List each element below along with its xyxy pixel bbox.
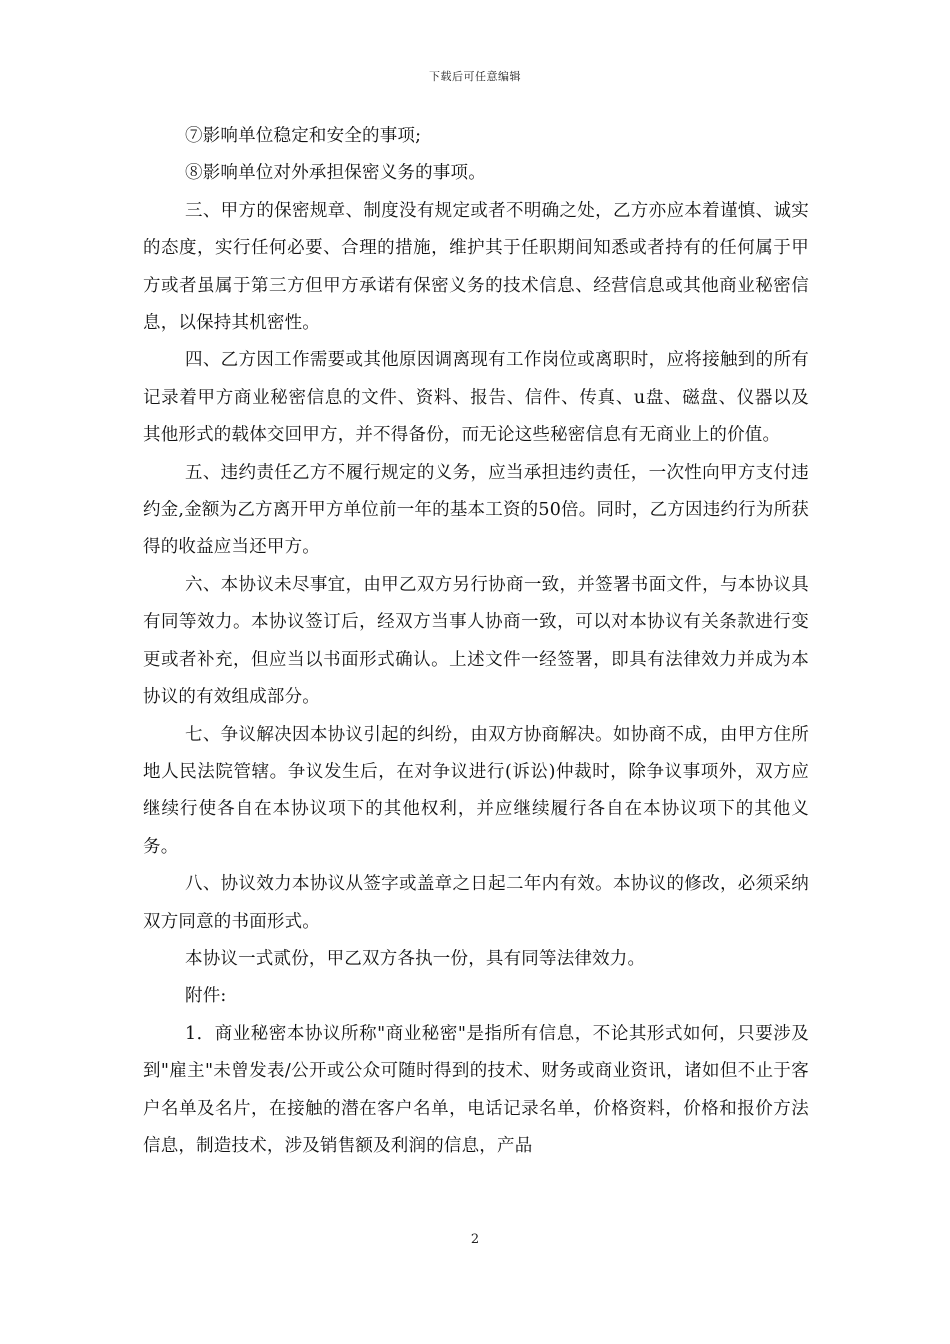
paragraph-clause-3: 三、甲方的保密规章、制度没有规定或者不明确之处，乙方亦应本着谨慎、诚实的态度，实行任何必要、合理的措施，维护其于任职期间知悉或者持有的任何属于甲方或者虽属于第三方但甲方承诺有保密义务的技术信息、经营信息或其他商业秘密信息，以保持其机密性。 <box>143 200 809 334</box>
paragraph-clause-6: 六、本协议未尽事宜，由甲乙双方另行协商一致，并签署书面文件，与本协议具有同等效力。本协议签订后，经双方当事人协商一致，可以对本协议有关条款进行变更或者补充，但应当以书面形式确认。上述文件一经签署，即具有法律效力并成为本协议的有效组成部分。 <box>143 574 809 708</box>
paragraph-clause-4: 四、乙方因工作需要或其他原因调离现有工作岗位或离职时，应将接触到的所有记录着甲方商业秘密信息的文件、资料、报告、信件、传真、u盘、磁盘、仪器以及其他形式的载体交回甲方，并不得备份，而无论这些秘密信息有无商业上的价值。 <box>143 350 809 446</box>
paragraph-attachment-1: 1．商业秘密本协议所称"商业秘密"是指所有信息，不论其形式如何，只要涉及到"雇主"未曾发表/公开或公众可随时得到的技术、财务或商业资讯，诸如但不止于客户名单及名片，在接触的潜在客户名单，电话记录名单，价格资料，价格和报价方法信息，制造技术，涉及销售额及利润的信息，产品 <box>143 1023 809 1156</box>
paragraph-copies: 本协议一式贰份，甲乙双方各执一份，具有同等法律效力。 <box>185 948 646 969</box>
paragraph-clause-5: 五、违约责任乙方不履行规定的义务，应当承担违约责任，一次性向甲方支付违约金,金额为乙方离开甲方单位前一年的基本工资的50倍。同时，乙方因违约行为所获得的收益应当还甲方。 <box>143 462 809 558</box>
paragraph-clause-8: 八、协议效力本协议从签字或盖章之日起二年内有效。本协议的修改，必须采纳双方同意的书面形式。 <box>143 874 809 932</box>
page-number: 2 <box>470 1232 480 1247</box>
page-header-note: 下载后可任意编辑 <box>429 70 521 83</box>
paragraph-attachment-heading: 附件: <box>185 986 227 1007</box>
document-body <box>143 118 809 1165</box>
paragraph-clause-7: 七、争议解决因本协议引起的纠纷，由双方协商解决。如协商不成，由甲方住所地人民法院管辖。争议发生后，在对争议进行(诉讼)仲裁时，除争议事项外，双方应继续行使各自在本协议项下的其他权利，并应继续履行各自在本协议项下的其他义务。 <box>143 724 809 857</box>
paragraph-item-8: ⑧影响单位对外承担保密义务的事项。 <box>185 163 486 184</box>
paragraph-item-7: ⑦影响单位稳定和安全的事项; <box>185 126 422 146</box>
